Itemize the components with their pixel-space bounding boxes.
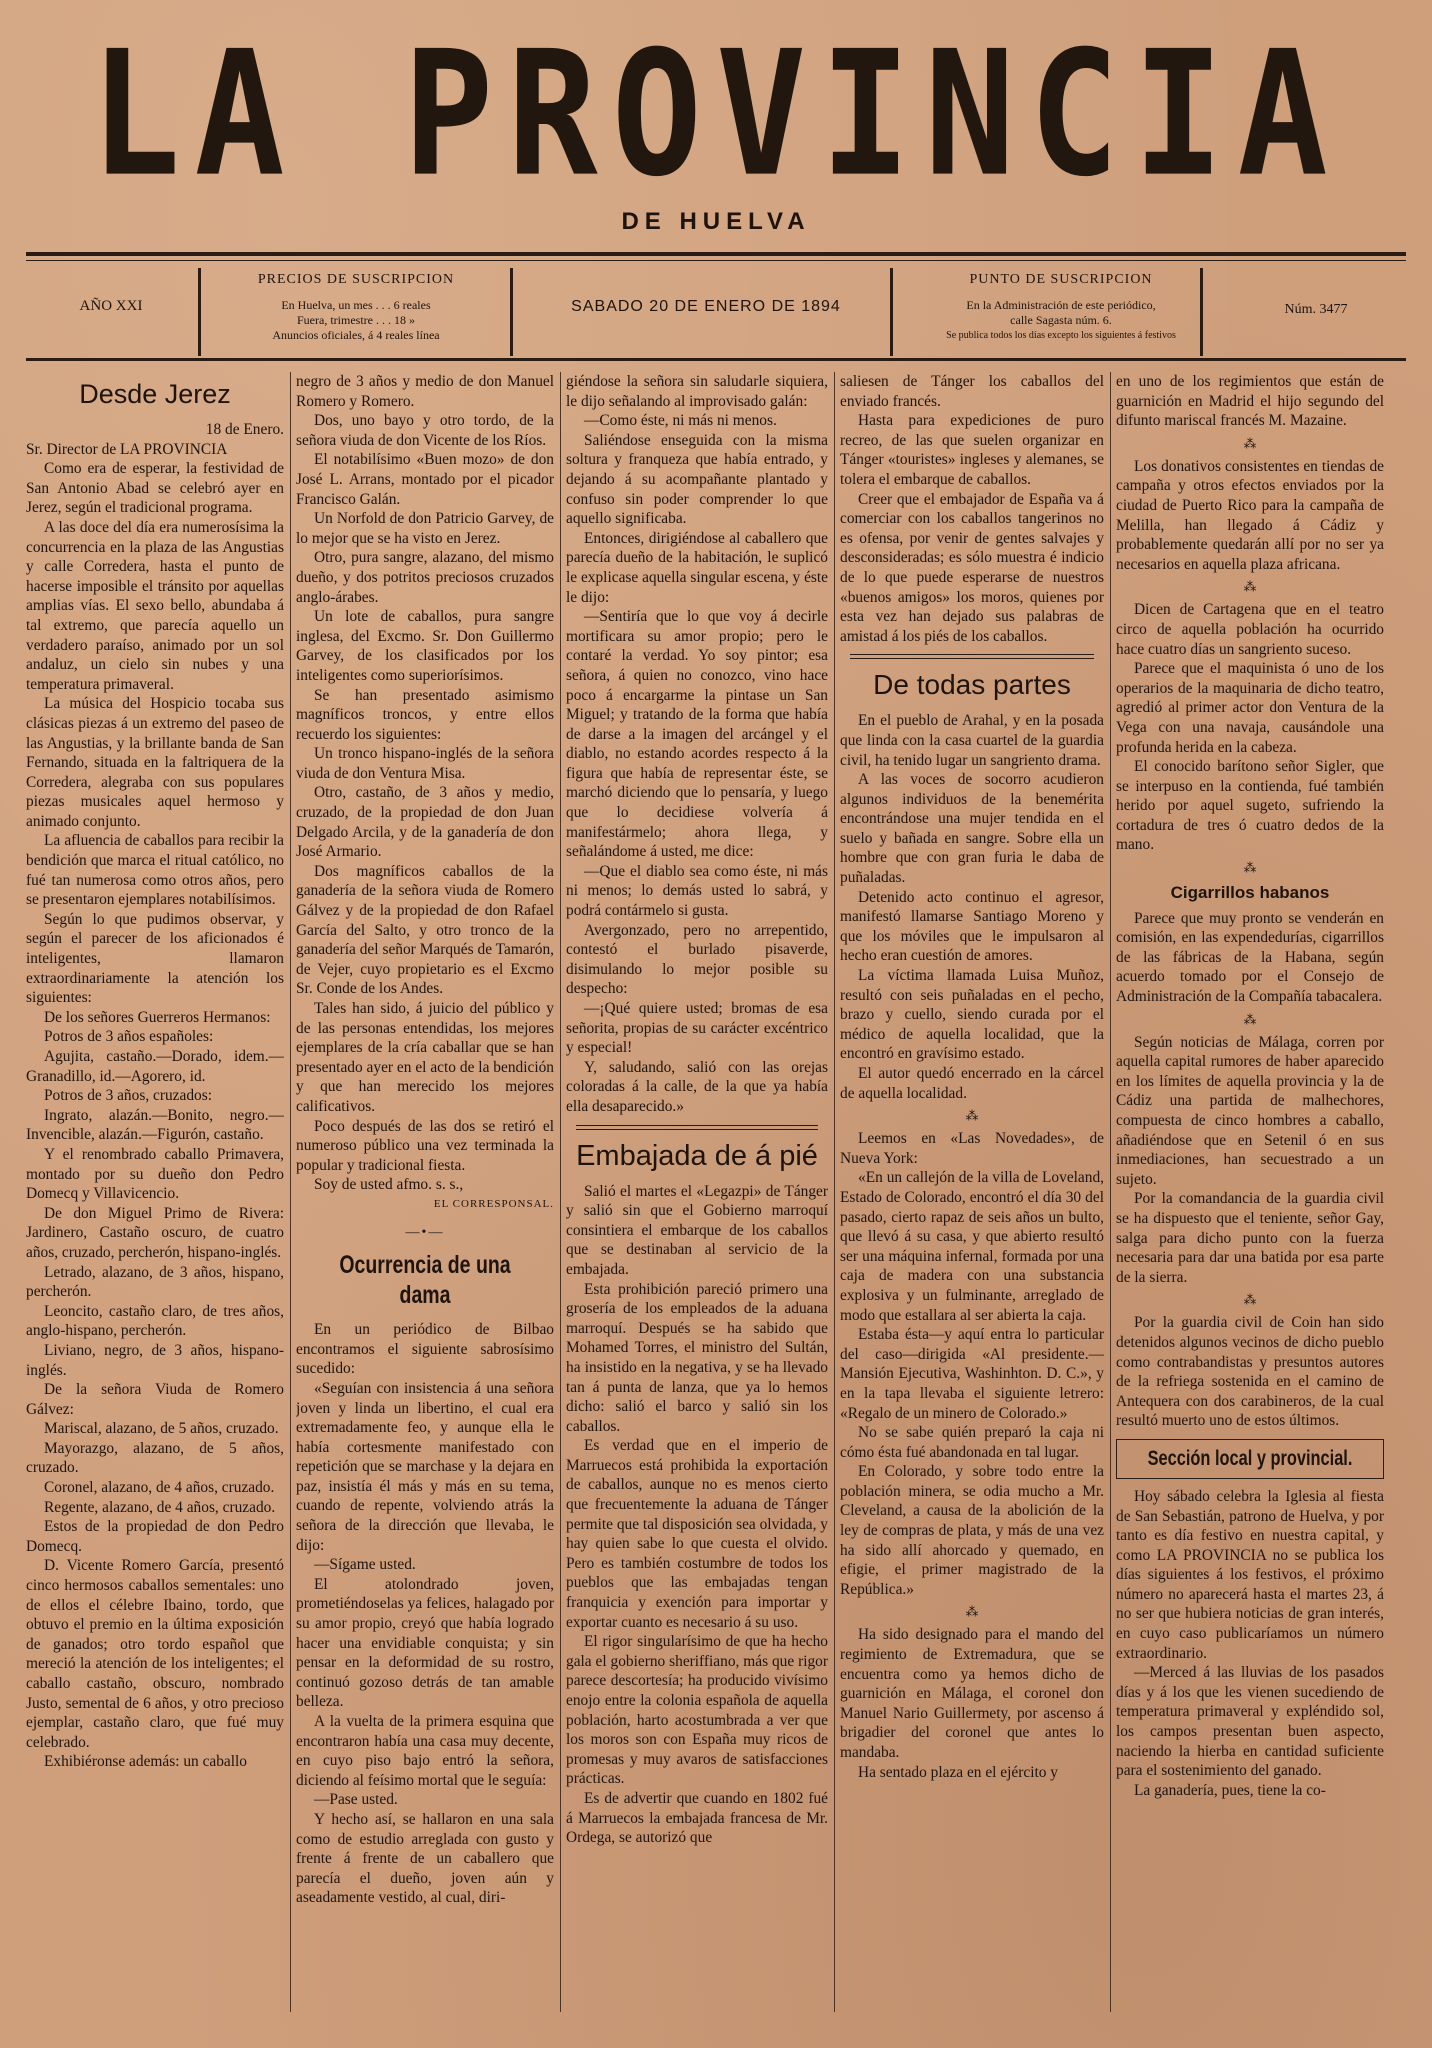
paragraph: saliesen de Tánger los caballos del enviado francés. (840, 373, 1104, 410)
article-title-de-todas-partes: De todas partes (873, 669, 1071, 701)
section-header-box (1116, 1439, 1384, 1479)
paragraph: De la señora Viuda de Romero Gálvez: (26, 1381, 284, 1418)
paragraph: La víctima llamada Luisa Muñoz, resultó con seis puñaladas en el pecho, brazo y cuello, siendo curada por el médico de aquella localidad, que la encontró en gravísimo estado. (840, 967, 1104, 1063)
article-title-ocurrencia: Ocurrencia de una dama (339, 1251, 511, 1310)
column-5 (1116, 372, 1384, 2012)
paragraph: Parece que muy pronto se venderán en comisión, en las expendedurías, cigarrillos de las fábricas de la Habana, según acuerdo tomado por el Consejo de Administración de la Compañía tabacalera. (1116, 909, 1384, 1006)
article-title-embajada: Embajada de á pié (576, 1139, 818, 1172)
paragraph: Liviano, negro, de 3 años, hispano-inglés. (26, 1341, 284, 1379)
paragraph: Letrado, alazano, de 3 años, hispano, percherón. (26, 1263, 284, 1301)
paragraph: En el pueblo de Arahal, y en la posada que linda con la casa cuartel de la guardia civil, ha tenido lugar un sangriento drama. (840, 712, 1104, 769)
point-line-2: calle Sagasta núm. 6. (1010, 313, 1112, 327)
section-rule (850, 654, 1094, 659)
paragraph: Mariscal, alazano, de 5 años, cruzado. (44, 1420, 279, 1438)
asterism-icon: ⁂ (1243, 1292, 1257, 1308)
paragraph: Detenido acto continuo el agresor, manifestó llamarse Santiago Moreno y que los móviles que le impulsaron al hecho eran cuestión de amores. (840, 888, 1104, 965)
paragraph: De don Miguel Primo de Rivera: Jardinero, Castaño oscuro, de cuatro años, cruzado, percherón, hispano-inglés. (26, 1204, 284, 1261)
paragraph: Dicen de Cartagena que en el teatro circo de aquella población ha ocurrido hace cuatro días un sangriento suceso. (1116, 601, 1384, 658)
column-divider (290, 372, 291, 2012)
year-label: AÑO XXI (79, 298, 143, 314)
paragraph: —Como éste, ni más ni menos. (584, 412, 777, 430)
paragraph: Otro, pura sangre, alazano, del mismo dueño, y dos potritos preciosos cruzados anglo-árabes. (296, 549, 554, 606)
divider-ornament: —•— (405, 1224, 445, 1240)
paragraph: El conocido barítono señor Sigler, que se interpuso en la contienda, fué también herido por aquel sugeto, sufriendo la cortadura de tres ó cuatro dedos de la mano. (1116, 758, 1384, 854)
paragraph: «Seguían con insistencia á una señora joven y linda un libertino, el cual era extremadamente feo, y aunque ella le había cortesmente manifestado con repetición que se marchase y la dejara en paz, insistía él más y más en su tema, cuando de repente, volviendo atrás la señora de la dirección que llevaba, le dijo: (296, 1379, 554, 1554)
paragraph: Un tronco hispano-inglés de la señora viuda de don Ventura Misa. (296, 745, 554, 782)
price-line-3: Anuncios oficiales, á 4 reales línea (272, 328, 440, 342)
paragraph: El rigor singularísimo de que ha hecho gala el gobierno sheriffiano, más que rigor parece descortesía; ha producido vivísimo enojo entre la colonia española de aquella población, harto acostumbrada a ver que los moros son con España muy ricos de promesas y muy avaros de satisfacciones prácticas. (566, 1633, 828, 1788)
paragraph: Soy de usted afmo. s. s., (314, 1176, 464, 1194)
paragraph: Tales han sido, á juicio del público y de las personas entendidas, los mejores ejemplares de la cría caballar que se han presentado ayer en el acto de la bendición y que han merecido los mejores calificativos. (296, 1000, 554, 1115)
paragraph: —¡Qué quiere usted; bromas de esa señorita, propias de su carácter excéntrico y especial! (566, 1000, 828, 1057)
issue-number: Núm. 3477 (1284, 302, 1348, 317)
point-line-1: En la Administración de este periódico, (966, 298, 1156, 312)
paragraph: —Pase usted. (314, 1791, 398, 1809)
infobar-divider (1200, 268, 1203, 356)
paragraph: A la vuelta de la primera esquina que encontraron había una casa muy decente, en cuyo piso bajo entró la señora, diciendo al feísimo mortal que le seguía: (296, 1713, 554, 1789)
paragraph: Entonces, dirigiéndose al caballero que parecía dueño de la habitación, le suplicó le explicase aquella singular escena, y éste le dijo: (566, 529, 828, 606)
paragraph: negro de 3 años y medio de don Manuel Romero y Romero. (296, 373, 554, 410)
paragraph: Dos magníficos caballos de la ganadería de la señora viuda de Romero Gálvez y de la propiedad de don Rafael García del Salto, y otro tronco de la ganadería del señor Marqués de Tamarón, de Vejer, cuyo propietario es el Excmo Sr. Conde de los Andes. (296, 862, 554, 998)
paragraph: A las voces de socorro acudieron algunos individuos de la benemérita encontrándose una mujer tendida en el suelo y bañada en sangre. Sobre ella un hombre que con gran furia le daba de puñaladas. (840, 771, 1104, 887)
asterism-icon: ⁂ (965, 1108, 979, 1124)
paragraph: Mayorazgo, alazano, de 5 años, cruzado. (26, 1439, 284, 1477)
paragraph: El atolondrado joven, prometiéndoselas ya felices, halagado por su amor propio, creyó que había logrado hacer una envidiable conquista; y sin pensar en la deformidad de su rostro, continuó gozoso detrás de tan amable belleza. (296, 1575, 554, 1711)
paragraph: El autor quedó encerrado en la cárcel de aquella localidad. (840, 1065, 1104, 1102)
paragraph: —Merced á las lluvias de los pasados días y á los que les vienen sucediendo de temperatura primaveral y expléndido sol, los campos presentan buen aspecto, naciendo la hierba en cantidad suficiente para el sostenimiento del ganado. (1116, 1664, 1384, 1780)
paragraph: —Sígame usted. (314, 1556, 416, 1574)
masthead-rule-thin (26, 260, 1406, 261)
paragraph: Ingrato, alazán.—Bonito, negro.—Invencible, alazán.—Figurón, castaño. (26, 1106, 284, 1144)
subscription-point-box (906, 268, 1216, 356)
signature: EL CORRESPONSAL. (433, 1197, 554, 1210)
paragraph: Salió el martes el «Legazpi» de Tánger y salió sin que el Gobierno marroquí consintiera el embarque de los caballos que se destinaban al servicio de la embajada. (566, 1182, 828, 1278)
asterism-icon: ⁂ (965, 1604, 979, 1620)
infobar-divider (198, 268, 201, 356)
paragraph: Regente, alazano, de 4 años, cruzado. (44, 1498, 276, 1516)
paragraph: La música del Hospicio tocaba sus clásicas piezas á un extremo del paseo de las Angustias, y la brillante banda de San Fernando, situada en la faltriquera de la Corredera, alegraba con sus populares piezas musicales aquel hermoso y animado conjunto. (26, 695, 284, 830)
number-box (1226, 268, 1406, 356)
article-title-cigarrillos: Cigarrillos habanos (1170, 883, 1330, 903)
prices-title: PRECIOS DE SUSCRIPCION (257, 272, 455, 287)
paragraph: Y el renombrado caballo Primavera, montado por su dueño don Pedro Domecq y Villavicencio. (26, 1145, 284, 1203)
infobar-divider (510, 268, 513, 356)
infobar-divider (890, 268, 893, 356)
paragraph: Poco después de las dos se retiró el numeroso público una vez terminada la popular y tradicional fiesta. (296, 1117, 554, 1174)
year-box (26, 268, 196, 356)
paragraph: Según lo que pudimos observar, y según el parecer de los aficionados é inteligentes, llamaron extraordinariamente la atención los siguientes: (26, 910, 284, 1007)
paragraph: Otro, castaño, de 3 años y medio, cruzado, de la propiedad de don Juan Delgado Arcila, y de la ganadería de don José Armario. (296, 784, 554, 861)
paragraph: Estos de la propiedad de don Pedro Domecq. (26, 1518, 284, 1555)
paragraph: Según noticias de Málaga, corren por aquella capital rumores de haber aparecido en los límites de aquella provincia y la de Cádiz una partida de malhechores, compuesta de cinco hombres a caballo, añadiéndose que en Setenil ó en sus inmediaciones, han secuestrado a un sujeto. (1116, 1033, 1384, 1188)
paragraph: Hasta para expediciones de puro recreo, de las que suelen organizar en Tánger «touristes» ingleses y alemanes, se tolera el embarque de caballos. (840, 412, 1104, 488)
price-line-2: Fuera, trimestre . . . 18 » (297, 313, 415, 327)
point-title: PUNTO DE SUSCRIPCION (969, 272, 1153, 287)
paragraph: De los señores Guerreros Hermanos: (44, 1008, 271, 1026)
paragraph: Creer que el embajador de España va á comerciar con los caballos tangerinos no es ofensa, por venir de gentes salvajes y desconsideradas; es sólo muestra é indicio de lo que puede esperarse de nuestros «buenos amigos» los moros, quienes por esta vez han dejado sus palabras de amistad á los piés de los caballos. (840, 490, 1104, 645)
prices-box (206, 268, 506, 356)
point-line-3: Se publica todos los días excepto los siguientes á festivos (946, 330, 1176, 341)
article-title-desde-jerez: Desde Jerez (79, 379, 231, 409)
column-divider (1110, 372, 1111, 2012)
column-divider (560, 372, 561, 2012)
paragraph: Dos, uno bayo y otro tordo, de la señora viuda de don Vicente de los Ríos. (296, 412, 554, 449)
column-3 (566, 372, 828, 2012)
paragraph: Potros de 3 años españoles: (44, 1028, 214, 1046)
paragraph: Agujita, castaño.—Dorado, idem.—Granadillo, id.—Agorero, id. (26, 1048, 284, 1085)
paragraph: —Sentiría que lo que voy á decirle mortificara su amor propio; pero le contaré la verdad. Yo soy pintor; esa señora, á quien no conozco, vino hace poco á encargarme la pintase un San Miguel; y tratando de la forma que había de darse a la imagen del arcángel y el diablo, no estando acordes respecto á la figura que había de representar éste, se marchó diciendo que lo pensaría, y luego que lo decidiese volvería á manifestármelo; ahora llega, y señalándome á usted, me dice: (566, 608, 828, 861)
masthead-rule-top (26, 252, 1406, 256)
paragraph: Hoy sábado celebra la Iglesia al fiesta de San Sebastián, patrono de Huelva, y por tanto es día festivo en nuestra capital, y como LA PROVINCIA no se publica los días siguientes á los festivos, el próximo número no aparecerá hasta el martes 23, á no ser que hubiera noticias de gran interés, en cuyo caso publicaríamos un número extraordinario. (1116, 1487, 1384, 1662)
masthead-title: LA PROVINCIA (90, 14, 1342, 216)
masthead-subtitle: DE HUELVA (621, 208, 811, 235)
paragraph: Exhibiéronse además: un caballo (44, 1753, 248, 1771)
price-line-1: En Huelva, un mes . . . 6 reales (281, 298, 431, 312)
paragraph: Esta prohibición pareció primero una grosería de los empleados de la aduana marroquí. Después se ha sabido que Mohamed Torres, el ministro del Sultán, ha insistido en la negativa, y se ha llevado tan á punta de lanza, que ya lo hemos dicho: salió el barco y salió sin los caballos. (566, 1280, 828, 1435)
column-1 (26, 372, 284, 2012)
info-bar (26, 268, 1406, 356)
asterism-icon: ⁂ (1243, 435, 1257, 451)
paragraph: D. Vicente Romero García, presentó cinco hermosos caballos sementales: uno de ellos el célebre Ibaino, tordo, que obtuvo el premio en la última exposición de ganados; otro tordo español que mereció la atención de los inteligentes; el caballo castaño, obscuro, nombrado Justo, semental de 6 años, y otro precioso ejemplar, castaño claro, que fué muy celebrado. (26, 1557, 284, 1751)
paragraph: Avergonzado, pero no arrepentido, contestó el burlado pisaverde, disimulando lo mejor posible su despecho: (566, 921, 828, 998)
salutation: Sr. Director de LA PROVINCIA (26, 440, 228, 458)
paragraph: La ganadería, pues, tiene la co- (1134, 1781, 1326, 1799)
paragraph: «En un callejón de la villa de Loveland, Estado de Colorado, encontró el día 30 del pasado, cierto rapaz de seis años un bulto, que llevó á su casa, y que abierto resultó ser una máquina infernal, formada por una caja de madera con una substancia explosiva y un fulminante, arreglado de modo que estallara al ser abierta la caja. (840, 1169, 1104, 1324)
asterism-icon: ⁂ (1243, 860, 1257, 876)
paragraph: Los donativos consistentes en tiendas de campaña y otros efectos enviados por la ciudad de Puerto Rico para la campaña de Melilla, han llegado á Cádiz y probablemente quedarán allí por no ser ya necesarios en aquella plaza africana. (1116, 457, 1384, 573)
paragraph: Por la comandancia de la guardia civil se ha dispuesto que el teniente, señor Gay, salga para dicho punto con la fuerza necesaria para dar una batida por esa parte de la sierra. (1116, 1190, 1384, 1286)
paragraph: Es verdad que en el imperio de Marruecos está prohibida la exportación de caballos, aunque no es menos cierto que frecuentemente la aduana de Tánger permite que tal disposición sea olvidada, y hay quien sabe lo que cuesta el olvido. Pero es también costumbre de todos los pueblos que las embajadas tengan franquicia y exención para importar y exportar cuanto es necesario á su uso. (566, 1437, 828, 1631)
section-rule (576, 1125, 818, 1130)
column-2 (296, 372, 554, 2012)
paragraph: No se sabe quién preparó la caja ni cómo ésta fué abandonada en tal lugar. (840, 1424, 1104, 1461)
date-box (516, 268, 896, 356)
paragraph: Es de advertir que cuando en 1802 fué á Marruecos la embajada francesa de Mr. Ordega, se autorizó que (566, 1789, 828, 1847)
paragraph: Coronel, alazano, de 4 años, cruzado. (44, 1479, 275, 1497)
paragraph: Estaba ésta—y aquí entra lo particular del caso—dirigida «Al presidente.—Mansión Ejecutiva, Washinhton. D. C.», y en la tapa llevaba el siguiente letrero: «Regalo de un minero de Colorado.» (840, 1326, 1104, 1422)
paragraph: —Que el diablo sea como éste, ni más ni menos; lo demás usted lo sabrá, y podrá contármelo si gusta. (566, 862, 828, 920)
asterism-icon: ⁂ (1243, 1011, 1257, 1027)
paragraph: Leemos en «Las Novedades», de Nueva York: (840, 1130, 1104, 1167)
section-title-local: Sección local y provincial. (1147, 1446, 1353, 1470)
paragraph: Y, saludando, salió con las orejas coloradas á la calle, de la que ya había ella desaparecido.» (566, 1058, 828, 1115)
paragraph: Potros de 3 años, cruzados: (44, 1087, 212, 1105)
paragraph: El notabilísimo «Buen mozo» de don José L. Arrans, montado por el picador Francisco Galán. (296, 451, 554, 508)
issue-date: SABADO 20 DE ENERO DE 1894 (571, 298, 841, 315)
asterism-icon: ⁂ (1243, 579, 1257, 595)
column-4 (840, 372, 1104, 2012)
paragraph: En Colorado, y sobre todo entre la población minera, se odia mucho a Mr. Cleveland, a causa de la abolición de la ley de compras de plata, y más de una vez ha sido allí ahorcado y quemado, en efigie, el primer magistrado de la República.» (840, 1463, 1104, 1598)
paragraph: Un Norfold de don Patricio Garvey, de lo mejor que se ha visto en Jerez. (296, 510, 554, 547)
paragraph: Y hecho así, se hallaron en una sala como de estudio arreglada con gusto y frente á frente de un caballero que parecía el dueño, joven aún y aseadamente vestido, al cual, diri- (296, 1810, 554, 1907)
paragraph: Parece que el maquinista ó uno de los operarios de la maquinaria de dicho teatro, agredió al primer actor don Ventura de la Vega con una navaja, causándole una profunda herida en la cabeza. (1116, 660, 1384, 756)
column-divider (834, 372, 835, 2012)
paragraph: en uno de los regimientos que están de guarnición en Madrid el hijo segundo del difunto mariscal francés M. Mazaine. (1116, 373, 1384, 430)
paragraph: Ha sido designado para el mando del regimiento de Extremadura, que se encuentra como ya hemos dicho de guarnición en Málaga, el coronel don Manuel Nario Guillermety, por ascenso á brigadier del coronel que antes lo mandaba. (840, 1626, 1104, 1761)
paragraph: La afluencia de caballos para recibir la bendición que marca el ritual católico, no fué tan numerosa como otros años, pero se presentaron ejemplares notabilísimos. (26, 832, 284, 909)
paragraph: Leoncito, castaño claro, de tres años, anglo-hispano, percherón. (26, 1302, 284, 1340)
article-date: 18 de Enero. (205, 421, 284, 438)
paragraph: Un lote de caballos, pura sangre inglesa, del Excmo. Sr. Don Guillermo Garvey, de los clasificados por los inteligentes como superiorísimos. (296, 608, 554, 684)
paragraph: Como era de esperar, la festividad de San Antonio Abad se celebró ayer en Jerez, según el tradicional programa. (26, 460, 284, 517)
paragraph: Se han presentado asimismo magníficos troncos, y entre ellos recuerdo los siguientes: (296, 686, 554, 743)
paragraph: Ha sentado plaza en el ejército y (858, 1763, 1058, 1781)
paragraph: Por la guardia civil de Coin han sido detenidos algunos vecinos de dicho pueblo como contrabandistas y presuntos autores de la refriega sostenida en el camino de Antequera con dos carabineros, de la cual resultó muerto uno de estos últimos. (1116, 1314, 1384, 1430)
paragraph: giéndose la señora sin saludarle siquiera, le dijo señalando al improvisado galán: (566, 373, 828, 410)
paragraph: En un periódico de Bilbao encontramos el siguiente sabrosísimo sucedido: (296, 1321, 554, 1378)
paragraph: A las doce del día era numerosísima la concurrencia en la plaza de las Angustias y calle Corredera, hasta el punto de hacerse imposible el tránsito por aquellas amplias vías. El sexo bello, abundaba á tal extremo, que parecía aquello un verdadero paraíso, animado por un sol andaluz, un cielo sin nubes y una temperatura primaveral. (26, 518, 284, 693)
infobar-rule-bottom (26, 358, 1406, 361)
paragraph: Saliéndose enseguida con la misma soltura y franqueza que había entrado, y dejando á su acompañante plantado y confuso sin poder comprender lo que aquello significaba. (566, 431, 828, 528)
